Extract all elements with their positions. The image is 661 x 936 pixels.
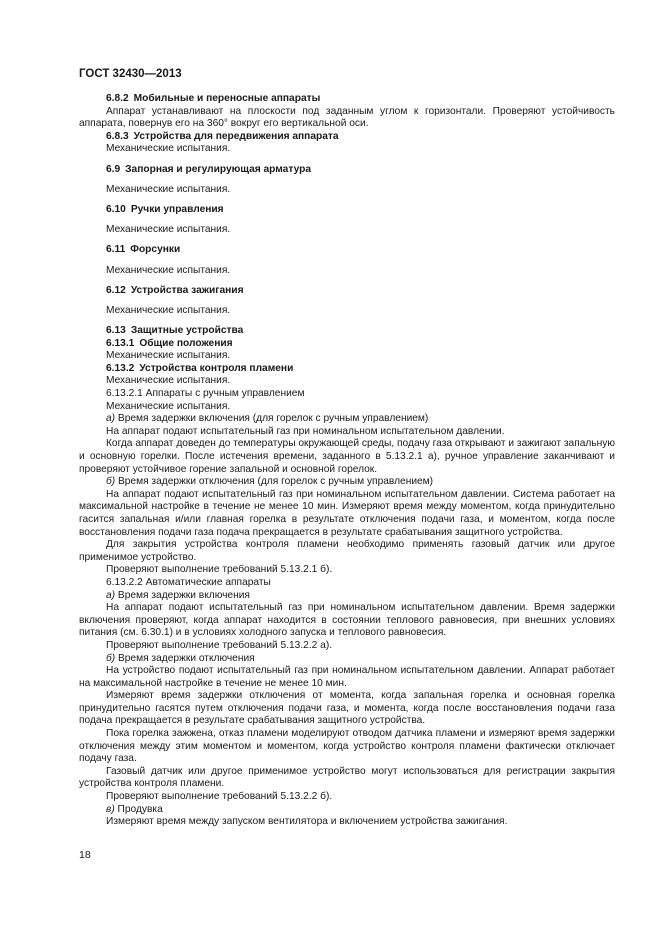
paragraph: На аппарат подают испытательный газ при номинальном испытательном давлении. Система работает на максимальной настройке в течение не менее 10 мин. Измеряют время между моментом, когда принудительно гасится запальная и/или главная горелка в результате отключения подачи газа, и моментом, когда после восстановления подачи газа подача прекращается в результате срабатывания защитного устройства. xyxy=(79,488,615,538)
section-title: Форсунки xyxy=(130,244,181,256)
paragraph: Измеряют время между запуском вентилятора и включением устройства зажигания. xyxy=(106,816,508,828)
section-number: 6.8.3 xyxy=(106,130,129,142)
paragraph: На аппарат подают испытательный газ при номинальном испытательном давлении. xyxy=(106,425,505,437)
paragraph: б) Время задержки отключения (для горелок с ручным управлением) xyxy=(106,476,434,488)
list-label: б) xyxy=(106,652,116,664)
section-heading xyxy=(79,363,615,376)
section-title: Мобильные и переносные аппараты xyxy=(133,93,321,104)
section-number: 6.9 xyxy=(106,163,121,175)
paragraph: 6.13.2.2 Автоматические аппараты xyxy=(106,576,271,588)
paragraph: Механические испытания. xyxy=(106,143,231,155)
paragraph: Проверяют выполнение требований 5.13.2.2 б). xyxy=(106,791,333,803)
section-heading xyxy=(79,204,615,217)
paragraph: 6.13.2.1 Аппараты с ручным управлением xyxy=(106,388,305,400)
section-title: Защитные устройства xyxy=(130,325,244,337)
paragraph: в) Продувка xyxy=(106,803,163,815)
paragraph: Для закрытия устройства контроля пламени необходимо применять газовый датчик или другое применимое устройство. xyxy=(79,539,615,563)
paragraph: Механические испытания. xyxy=(106,400,231,412)
document-header: ГОСТ 32430—2013 xyxy=(79,68,182,80)
section-title: Общие положения xyxy=(139,337,233,349)
section-heading xyxy=(79,338,615,351)
paragraph: Аппарат устанавливают на плоскости под заданным углом к горизонтали. Проверяют устойчивость аппарата, повернув его на 360° вокруг его вертикальной оси. xyxy=(79,105,615,130)
section-heading xyxy=(79,325,615,338)
paragraph: Проверяют выполнение требований 5.13.2.1 б). xyxy=(106,564,333,576)
page-number: 18 xyxy=(79,849,91,861)
section-number: 6.13 xyxy=(106,325,126,337)
paragraph: Пока горелка зажжена, отказ пламени моделируют отводом датчика пламени и измеряют время задержки отключения между этим моментом и моментом, когда устройство контроля пламени фактически отключает подачу газа. xyxy=(79,728,615,765)
paragraph: Проверяют выполнение требований 5.13.2.2 а). xyxy=(106,639,333,651)
paragraph: а) Время задержки включения xyxy=(106,589,250,601)
section-title: Устройства зажигания xyxy=(130,284,244,296)
paragraph: На устройство подают испытательный газ при номинальном испытательном давлении. Аппарат работает на максимальной настройке в течение не менее 10 мин. xyxy=(79,665,615,689)
section-heading xyxy=(79,285,615,298)
paragraph: Механические испытания. xyxy=(106,350,231,362)
paragraph: На аппарат подают испытательный газ при номинальном испытательном давлении. Время задержки включения проверяют, когда аппарат находится в состоянии теплового равновесия, при внешних условиях питания (см. 6.30.1) и в условиях холодного запуска и теплового равновесия. xyxy=(79,602,615,639)
section-number: 6.10 xyxy=(106,203,126,215)
paragraph: Когда аппарат доведен до температуры окружающей среды, подачу газа открывают и зажигают запальную и основную горелки. После истечения времени, заданного в 5.13.2.1 а), ручное управление заканчивают и проверяют устойчивое горение запальной и основной горелок. xyxy=(79,438,615,475)
paragraph: Механические испытания. xyxy=(106,375,231,387)
section-heading xyxy=(79,131,615,144)
section-heading xyxy=(79,93,615,106)
paragraph: Газовый датчик или другое применимое устройство могут использоваться для регистрации закрытия устройства контроля пламени. xyxy=(79,765,615,790)
paragraph: Механические испытания. xyxy=(106,183,231,195)
paragraph: Измеряют время задержки отключения от момента, когда запальная горелка и основная горелка принудительно гасятся путем отключения подачи газа, и момента, когда после восстановления подачи газа подача прекращается в результате срабатывания защитного устройства. xyxy=(79,690,615,727)
section-heading xyxy=(79,164,615,177)
list-label: а) xyxy=(106,589,116,601)
section-title: Устройства для передвижения аппарата xyxy=(133,130,339,142)
list-label: б) xyxy=(106,476,116,488)
section-number: 6.12 xyxy=(106,284,126,296)
section-title: Устройства контроля пламени xyxy=(139,362,294,374)
paragraph: Механические испытания. xyxy=(106,264,231,276)
list-label: в) xyxy=(106,803,115,815)
section-number: 6.8.2 xyxy=(106,93,129,104)
document-body xyxy=(79,93,615,829)
section-number: 6.11 xyxy=(106,244,126,256)
paragraph: б) Время задержки отключения xyxy=(106,652,255,664)
section-number: 6.13.2 xyxy=(106,362,135,374)
section-heading xyxy=(79,244,615,257)
list-label: а) xyxy=(106,413,116,425)
paragraph: Механические испытания. xyxy=(106,224,231,236)
section-number: 6.13.1 xyxy=(106,337,135,349)
section-title: Запорная и регулирующая арматура xyxy=(125,163,312,175)
paragraph: Механические испытания. xyxy=(106,304,231,316)
paragraph: а) Время задержки включения (для горелок с ручным управлением) xyxy=(106,413,429,425)
section-title: Ручки управления xyxy=(130,203,224,215)
